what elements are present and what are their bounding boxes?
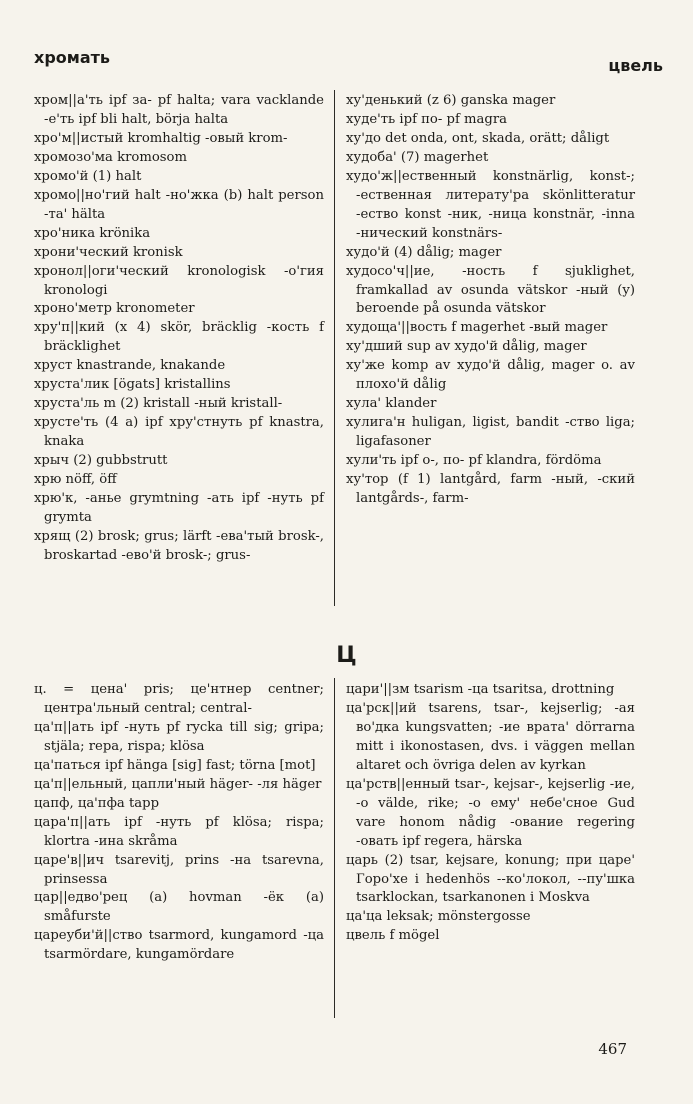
dictionary-entry: хро'м||истый kromhaltig -овый krom- [34,130,288,146]
dictionary-entry: цара'п||ать ipf -нуть pf klösa; rispa; klortra -ина skråma [34,814,324,849]
dictionary-entry: хромозо'ма kromosom [34,149,187,165]
dictionary-entry: хром||а'ть ipf за- pf halta; vara vacklande -е'ть ipf bli halt, börja halta [34,93,324,127]
column-top-left [34,92,324,566]
dictionary-entry: худо'ж||ественный konstnärlig, konst-; -ественная литерату'ра skönlitteratur -ество konst -ник, -ница konstnär, -inna -нический konstnärs- [346,168,635,241]
dictionary-entry: хро'ника krönika [34,225,151,241]
dictionary-entry: хрыч (2) gubbstrutt [34,453,168,469]
section-letter: Ц [336,643,357,668]
dictionary-entry: хрю'к, -анье grymtning -ать ipf -нуть pf grymta [34,491,324,525]
dictionary-entry: хруста'лик [ögats] kristallins [34,377,231,393]
dictionary-entry: ху'же komp av худо'й dålig, mager o. av плохо'й dålig [346,358,635,393]
dictionary-entry: ца'ца leksak; mönstergosse [346,909,531,925]
running-head-right: цвель [608,56,663,75]
dictionary-entry: хулига'н huligan, ligist, bandit -ство liga; ligafasoner [346,415,635,450]
dictionary-entry: царе'в||ич tsarevitj, prins -на tsarevna, prinsessa [34,852,324,887]
dictionary-entry: хроно'метр kronometer [34,301,195,317]
dictionary-entry: ца'п||ельный, цапли'ный häger- -ля häger [34,776,322,792]
dictionary-entry: худосо'ч||ие, -ность f sjuklighet, framkallad av osunda vätskor -ный (y) beroende på osunda vätskor [346,263,635,317]
dictionary-entry: цареуби'й||ство tsarmord, kungamord -ца tsarmördare, kungamördare [34,928,324,963]
dictionary-entry: хрусте'ть (4 a) ipf хру'стнуть pf knastra, knaka [34,415,324,450]
dictionary-entry: хромо'й (1) halt [34,168,142,184]
dictionary-entry: цар||едво'рец (a) hovman -ёк (a) småfurste [34,890,324,925]
dictionary-entry: ху'тор (f 1) lantgård, farm -ный, -ский lantgårds-, farm- [346,472,635,507]
dictionary-entry: хруста'ль m (2) kristall -ный kristall- [34,396,283,412]
dictionary-entry: хула' klander [346,396,437,412]
column-bottom-right [346,681,635,946]
dictionary-entry: цари'||зм tsarism -ца tsaritsa, drottning [346,682,615,697]
dictionary-entry: хули'ть ipf о-, по- pf klandra, fördöma [346,453,602,469]
dictionary-entry: царь (2) tsar, kejsare, konung; при царе' Горо'хе i hedenhös --ко'локол, --пу'шка tsarklockan, tsarkanonen i Moskva [346,852,635,906]
dictionary-entry: ху'до det onda, ont, skada, orätt; dåligt [346,130,610,146]
dictionary-entry: ху'денький (z 6) ganska mager [346,93,556,108]
dictionary-entry: ца'рск||ий tsarens, tsar-, kejserlig; -ая во'дка kungsvatten; -ие врата' dörrarna mitt i ikonostasen, dvs. i väggen mellan altaret och övriga delen av kyrkan [346,700,635,773]
dictionary-entry: ца'п||ать ipf -нуть pf rycka till sig; gripa; stjäla; repa, rispa; klösa [34,719,324,754]
dictionary-entry: хруст knastrande, knakande [34,358,226,374]
dictionary-entry: ц. = цена' pris; це'нтнер centner; центра'льный central; central- [34,682,324,716]
dictionary-entry: хрю nöff, öff [34,472,117,488]
dictionary-entry: хрящ (2) brosk; grus; lärft -ева'тый brosk-, broskartad -ево'й brosk-; grus- [34,528,324,563]
dictionary-entry: цапф, ца'пфа tapp [34,795,160,811]
dictionary-entry: хромо||но'гий halt -но'жка (b) halt person -та' hälta [34,187,324,222]
dictionary-entry: худо'й (4) dålig; mager [346,244,502,260]
column-bottom-left [34,681,324,965]
column-top-right [346,92,635,509]
column-divider [334,678,335,1018]
column-divider [334,90,335,606]
dictionary-entry: хронол||оги'ческий kronologisk -о'гия kronologi [34,263,324,298]
running-head-left: хромать [34,48,111,67]
dictionary-entry: хрони'ческий kronisk [34,244,183,260]
dictionary-entry: худоща'||вость f magerhet -вый mager [346,320,608,336]
dictionary-entry: ху'дший sup av худо'й dålig, mager [346,339,587,355]
page-number: 467 [598,1040,627,1058]
dictionary-entry: худе'ть ipf по- pf magra [346,111,508,127]
dictionary-entry: худоба' (7) magerhet [346,149,489,165]
dictionary-entry: хру'п||кий (x 4) skör, bräcklig -кость f bräcklighet [34,320,324,355]
dictionary-entry: ца'паться ipf hänga [sig] fast; törna [mot] [34,757,316,773]
dictionary-entry: ца'рств||енный tsar-, kejsar-, kejserlig -ие, -о välde, rike; -о ему' небе'сное Gud vare honom nådig -ование regering -овать ipf regera, härska [346,776,635,849]
dictionary-entry: цвель f mögel [346,928,440,944]
